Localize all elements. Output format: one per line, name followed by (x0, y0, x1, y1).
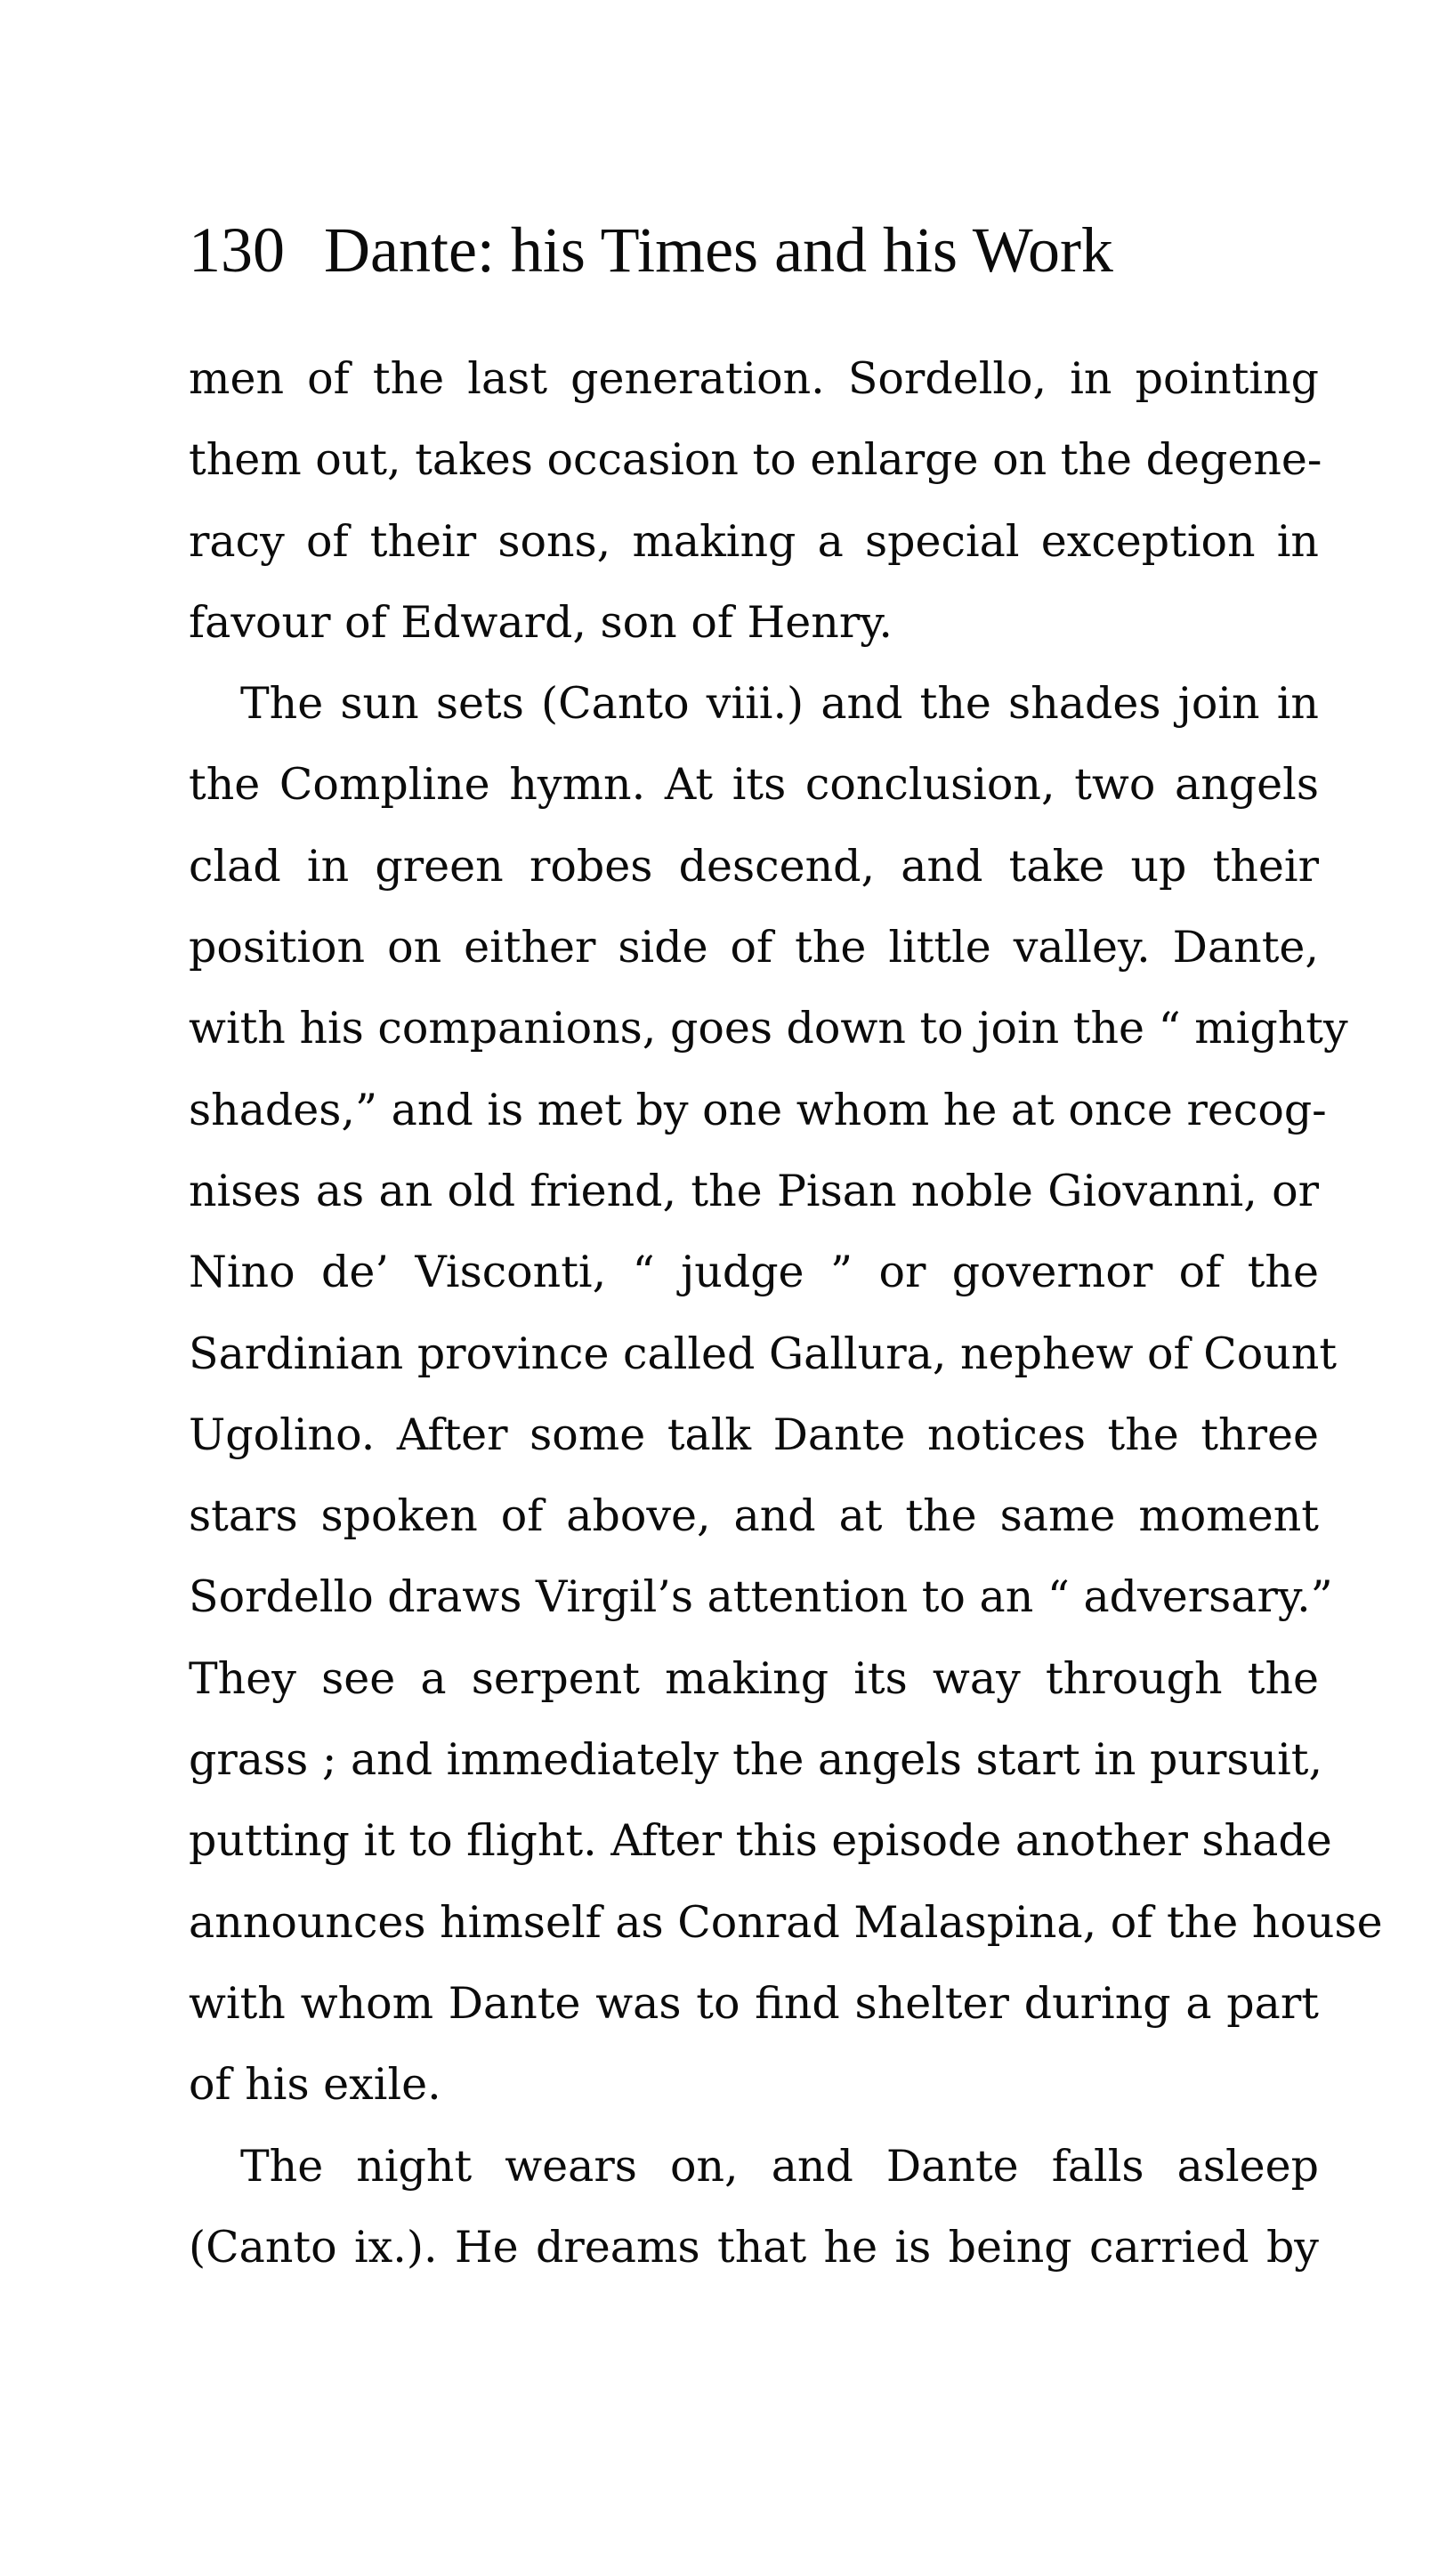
page-header (189, 210, 1283, 290)
body-text (189, 338, 1383, 2288)
text-line: nises as an old friend, the Pisan noble Giovanni, or (189, 1165, 1319, 1216)
text-line: Nino de’ Visconti, “ judge ” or governor of the (189, 1247, 1319, 1298)
text-line: position on either side of the little valley. Dante, (189, 922, 1319, 973)
page-number: 130 (189, 214, 285, 286)
text-line: The night wears on, and Dante falls asleep (240, 2140, 1319, 2192)
paragraph-2 (189, 663, 1383, 2125)
text-line: shades,” and is met by one whom he at once recog- (189, 1084, 1327, 1135)
text-line: with his companions, goes down to join the “ mighty (189, 1003, 1348, 1054)
paragraph-3 (189, 2126, 1319, 2289)
text-line: (Canto ix.). He dreams that he is being carried by (189, 2221, 1319, 2273)
text-line: Ugolino. After some talk Dante notices the three (189, 1409, 1319, 1460)
text-line: favour of Edward, son of Henry. (189, 596, 893, 648)
text-line: The sun sets (Canto viii.) and the shades join in (240, 678, 1319, 730)
text-line: stars spoken of above, and at the same moment (189, 1490, 1319, 1542)
text-line: men of the last generation. Sordello, in pointing (189, 353, 1319, 404)
text-line: clad in green robes descend, and take up their (189, 840, 1319, 892)
text-line: Sordello draws Virgil’s attention to an “ adversary.” (189, 1571, 1333, 1623)
text-line: racy of their sons, making a special exception in (189, 515, 1319, 567)
text-line: them out, takes occasion to enlarge on the degene- (189, 434, 1322, 486)
text-line: the Compline hymn. At its conclusion, two angels (189, 759, 1319, 811)
text-line: Sardinian province called Gallura, nephew of Count (189, 1328, 1338, 1379)
text-line: They see a serpent making its way through the (189, 1652, 1319, 1704)
text-line: announces himself as Conrad Malaspina, of the house (189, 1896, 1383, 1948)
text-line: putting it to flight. After this episode another shade (189, 1815, 1332, 1867)
text-line: grass ; and immediately the angels start in pursuit, (189, 1734, 1323, 1786)
running-title: Dante: his Times and his Work (324, 214, 1113, 286)
text-line: with whom Dante was to find shelter during a part (189, 1977, 1319, 2029)
text-line: of his exile. (189, 2059, 441, 2111)
paragraph-1 (189, 338, 1322, 663)
